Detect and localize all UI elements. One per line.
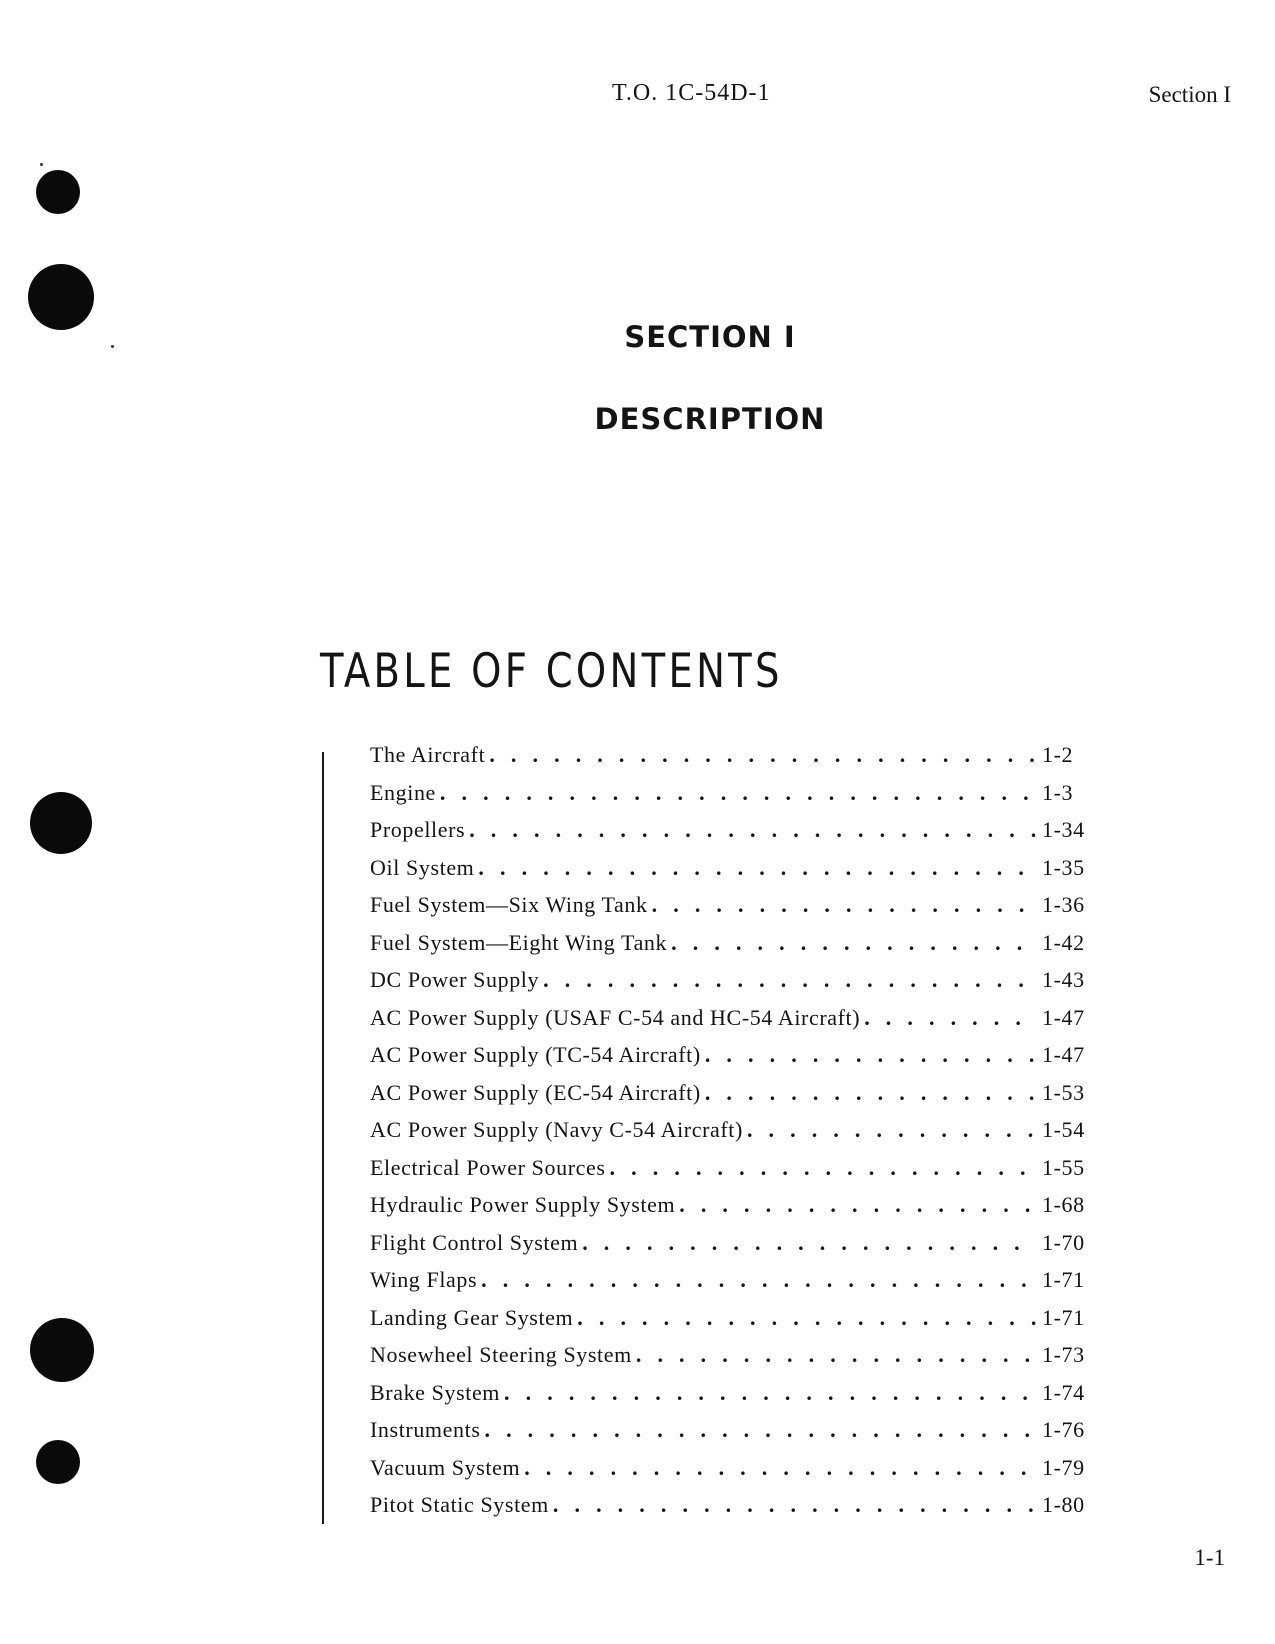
toc-entry[interactable] <box>370 1305 1100 1343</box>
toc-entry[interactable] <box>370 1117 1100 1155</box>
toc-entry[interactable] <box>370 780 1100 818</box>
toc-entry-page: 1-71 <box>1042 1304 1085 1330</box>
toc-entry[interactable] <box>370 930 1100 968</box>
toc-list <box>370 742 1100 1530</box>
toc-entry-page: 1-43 <box>1042 967 1085 992</box>
toc-leader-dots <box>582 1230 1036 1256</box>
toc-entry-page: 1-55 <box>1042 1154 1085 1180</box>
toc-leader-dots <box>504 1380 1036 1406</box>
section-name: DESCRIPTION <box>594 402 826 436</box>
toc-entry-label: Nosewheel Steering System <box>370 1342 632 1367</box>
toc-entry-label: AC Power Supply (Navy C-54 Aircraft) <box>370 1117 743 1142</box>
toc-entry[interactable] <box>370 742 1100 780</box>
toc-leader-dots <box>705 1080 1036 1106</box>
toc-entry-label: Electrical Power Sources <box>370 1154 606 1180</box>
punch-hole <box>36 170 80 214</box>
toc-entry-label: Hydraulic Power Supply System <box>370 1192 676 1217</box>
toc-entry-page: 1-42 <box>1042 929 1085 955</box>
toc-leader-dots <box>543 967 1036 993</box>
toc-entry[interactable] <box>370 1267 1100 1305</box>
toc-entry-page: 1-68 <box>1042 1192 1085 1217</box>
toc-entry-page: 1-35 <box>1042 854 1085 880</box>
header-section-label: Section I <box>1148 82 1231 107</box>
toc-entry-label: Propellers <box>370 817 466 842</box>
toc-leader-dots <box>679 1192 1036 1218</box>
toc-entry-page: 1-80 <box>1042 1492 1085 1517</box>
speck <box>40 163 43 166</box>
toc-leader-dots <box>705 1042 1036 1068</box>
toc-entry[interactable] <box>370 1192 1100 1230</box>
toc-leader-dots <box>469 817 1036 843</box>
toc-leader-dots <box>478 855 1036 881</box>
toc-entry[interactable] <box>370 1380 1100 1418</box>
toc-entry-page: 1-74 <box>1042 1379 1085 1405</box>
toc-entry-label: DC Power Supply <box>370 967 540 992</box>
toc-entry[interactable] <box>370 817 1100 855</box>
toc-entry-label: Oil System <box>370 854 475 880</box>
toc-entry[interactable] <box>370 1005 1100 1043</box>
toc-entry[interactable] <box>370 855 1100 893</box>
toc-entry-label: Wing Flaps <box>370 1267 478 1292</box>
page-number: 1-1 <box>1194 1545 1225 1570</box>
toc-entry-page: 1-54 <box>1042 1117 1085 1142</box>
toc-leader-dots <box>553 1492 1036 1518</box>
toc-heading: TABLE OF CONTENTS <box>320 644 783 699</box>
toc-entry-label: Brake System <box>370 1379 501 1405</box>
toc-leader-dots <box>610 1155 1036 1181</box>
toc-entry-page: 1-53 <box>1042 1079 1085 1105</box>
toc-vertical-rule <box>322 752 324 1524</box>
toc-entry[interactable] <box>370 1042 1100 1080</box>
toc-entry-page: 1-71 <box>1042 1267 1085 1292</box>
toc-entry-page: 1-70 <box>1042 1229 1085 1255</box>
toc-entry-page: 1-73 <box>1042 1342 1085 1367</box>
toc-leader-dots <box>489 742 1036 768</box>
toc-entry-label: Landing Gear System <box>370 1304 574 1330</box>
section-title: SECTION I <box>624 320 796 354</box>
toc-leader-dots <box>636 1342 1036 1368</box>
toc-entry-label: Pitot Static System <box>370 1492 549 1517</box>
toc-leader-dots <box>577 1305 1036 1331</box>
toc-leader-dots <box>864 1005 1036 1031</box>
toc-entry[interactable] <box>370 892 1100 930</box>
toc-entry[interactable] <box>370 967 1100 1005</box>
toc-entry-label: Fuel System—Six Wing Tank <box>370 892 648 917</box>
toc-entry[interactable] <box>370 1455 1100 1493</box>
toc-entry-label: AC Power Supply (EC-54 Aircraft) <box>370 1079 701 1105</box>
toc-entry-page: 1-34 <box>1042 817 1085 842</box>
punch-hole <box>36 1440 80 1484</box>
toc-entry-page: 1-76 <box>1042 1417 1085 1442</box>
toc-entry[interactable] <box>370 1230 1100 1268</box>
toc-leader-dots <box>747 1117 1036 1143</box>
toc-entry-page: 1-47 <box>1042 1004 1085 1030</box>
toc-entry-page: 1-2 <box>1042 742 1074 767</box>
punch-hole <box>30 1318 94 1382</box>
toc-entry-page: 1-36 <box>1042 892 1085 917</box>
toc-entry-label: Engine <box>370 779 436 805</box>
toc-leader-dots <box>484 1417 1036 1443</box>
toc-entry-label: Instruments <box>370 1417 481 1442</box>
toc-entry-label: Flight Control System <box>370 1229 579 1255</box>
toc-entry-label: Fuel System—Eight Wing Tank <box>370 929 668 955</box>
toc-leader-dots <box>440 780 1036 806</box>
toc-entry[interactable] <box>370 1342 1100 1380</box>
toc-entry-label: AC Power Supply (USAF C-54 and HC-54 Aircraft) <box>370 1004 861 1030</box>
toc-entry[interactable] <box>370 1155 1100 1193</box>
toc-entry[interactable] <box>370 1417 1100 1455</box>
toc-leader-dots <box>481 1267 1036 1293</box>
toc-entry-page: 1-79 <box>1042 1454 1085 1480</box>
toc-entry-page: 1-3 <box>1042 779 1074 805</box>
document-number: T.O. 1C-54D-1 <box>612 80 771 106</box>
toc-leader-dots <box>524 1455 1036 1481</box>
toc-entry[interactable] <box>370 1492 1100 1530</box>
punch-hole <box>30 792 92 854</box>
toc-leader-dots <box>652 892 1036 918</box>
toc-entry-page: 1-47 <box>1042 1042 1085 1067</box>
toc-entry-label: The Aircraft <box>370 742 486 767</box>
toc-entry[interactable] <box>370 1080 1100 1118</box>
toc-leader-dots <box>671 930 1036 956</box>
toc-entry-label: AC Power Supply (TC-54 Aircraft) <box>370 1042 701 1067</box>
toc-entry-label: Vacuum System <box>370 1454 521 1480</box>
